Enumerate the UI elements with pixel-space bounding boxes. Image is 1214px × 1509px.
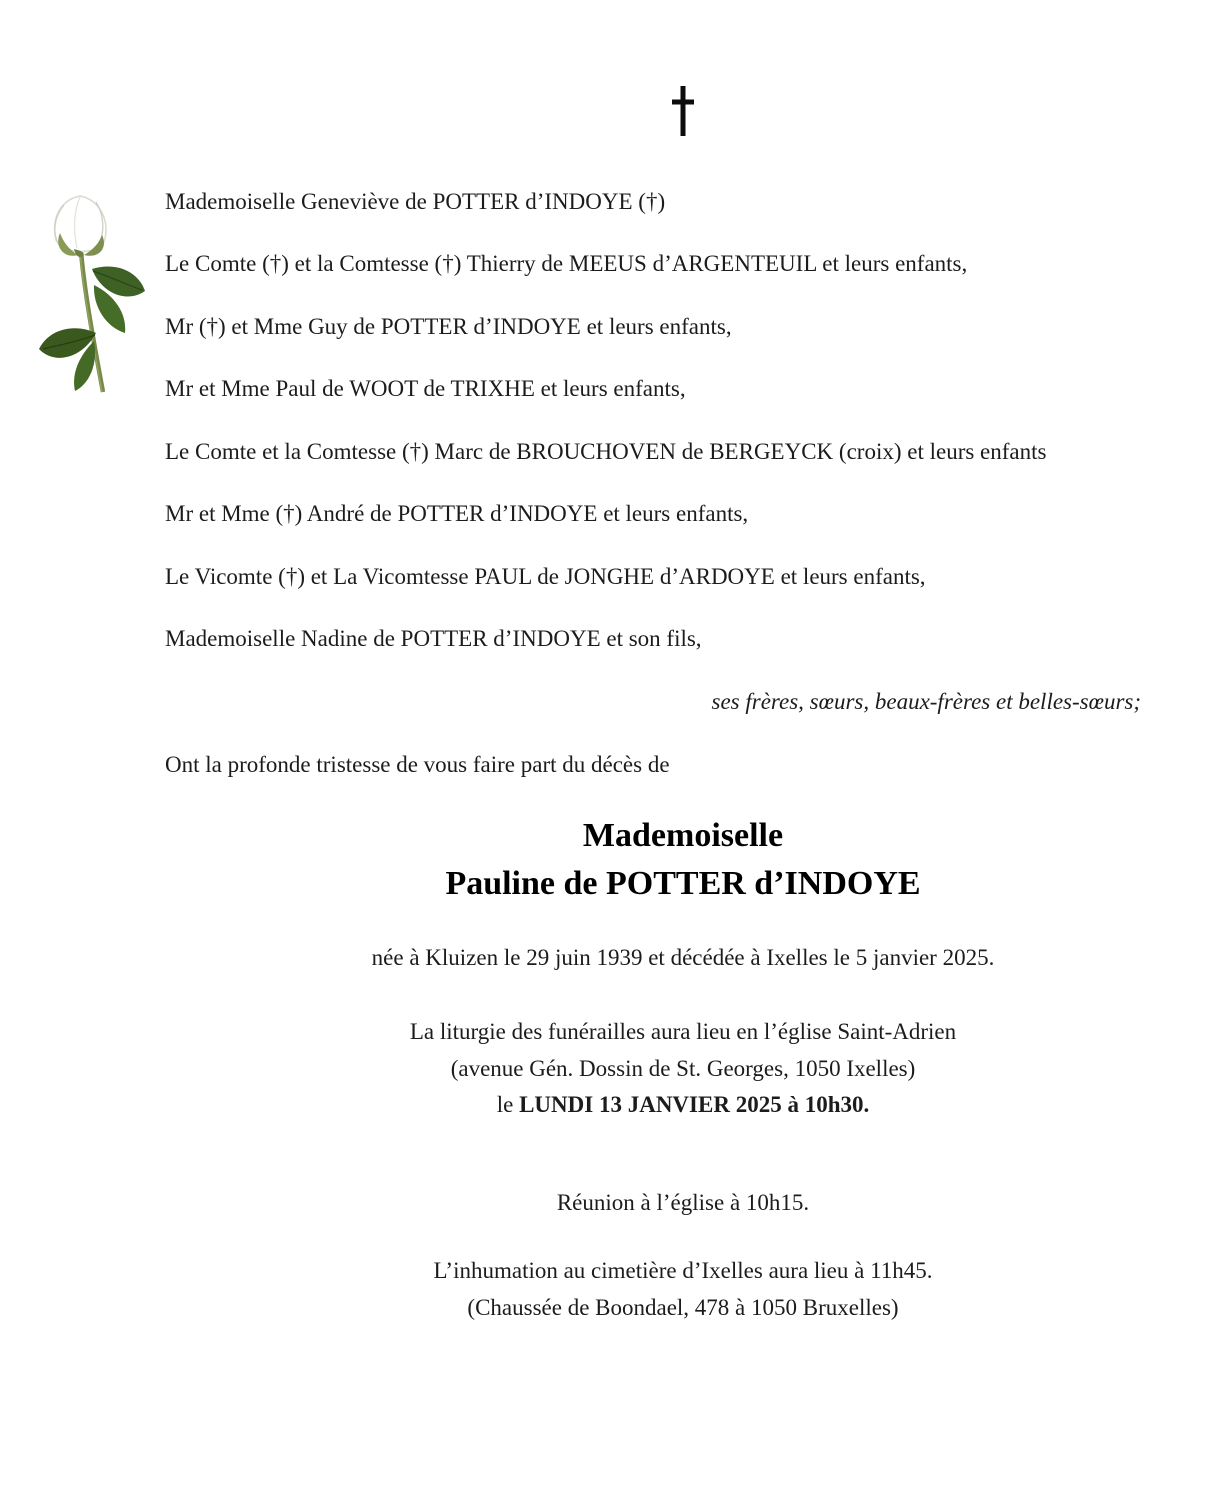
burial-address-line: (Chaussée de Boondael, 478 à 1050 Bruxelles) [467,1295,899,1320]
liturgy-date-suffix: . [863,1092,870,1117]
burial-block [165,1252,1201,1326]
liturgy-block [165,1014,1201,1124]
latin-cross-icon [165,86,1201,141]
deceased-name: Pauline de POTTER d’INDOYE [445,865,921,902]
birth-death-line: née à Kluizen le 29 juin 1939 et décédée à Ixelles le 5 janvier 2025. [371,945,995,970]
deceased-title: Mademoiselle [582,817,784,854]
liturgy-address-line: (avenue Gén. Dossin de St. Georges, 1050 Ixelles) [450,1055,916,1081]
liturgy-date-bold: LUNDI 13 JANVIER 2025 à 10h30 [519,1092,864,1117]
white-rose-image [36,193,148,393]
family-line: Mademoiselle Nadine de POTTER d’INDOYE et son fils, [165,626,702,651]
family-line: Mr et Mme Paul de WOOT de TRIXHE et leurs enfants, [165,376,686,401]
meeting-line: Réunion à l’église à 10h15. [556,1190,810,1215]
liturgy-date-prefix: le [496,1092,520,1117]
family-line: Mr (†) et Mme Guy de POTTER d’INDOYE et leurs enfants, [165,314,732,339]
intro-line: Ont la profonde tristesse de vous faire part du décès de [165,752,670,777]
deceased-name-block [165,812,1201,908]
family-line: Le Vicomte (†) et La Vicomtesse PAUL de JONGHE d’ARDOYE et leurs enfants, [165,564,926,589]
announcement-content [165,0,1201,1509]
family-line: Le Comte (†) et la Comtesse (†) Thierry de MEEUS d’ARGENTEUIL et leurs enfants, [165,251,968,276]
liturgy-date-line [165,1087,1201,1124]
relatives-line: ses frères, sœurs, beaux-frères et belles-sœurs; [711,689,1141,714]
family-line: Le Comte et la Comtesse (†) Marc de BROUCHOVEN de BERGEYCK (croix) et leurs enfants [165,439,1047,464]
family-line: Mademoiselle Geneviève de POTTER d’INDOYE (†) [165,189,666,214]
burial-line: L’inhumation au cimetière d’Ixelles aura lieu à 11h45. [433,1258,933,1283]
family-line: Mr et Mme (†) André de POTTER d’INDOYE et leurs enfants, [165,501,749,526]
liturgy-line: La liturgie des funérailles aura lieu en l’église Saint-Adrien [409,1019,957,1044]
